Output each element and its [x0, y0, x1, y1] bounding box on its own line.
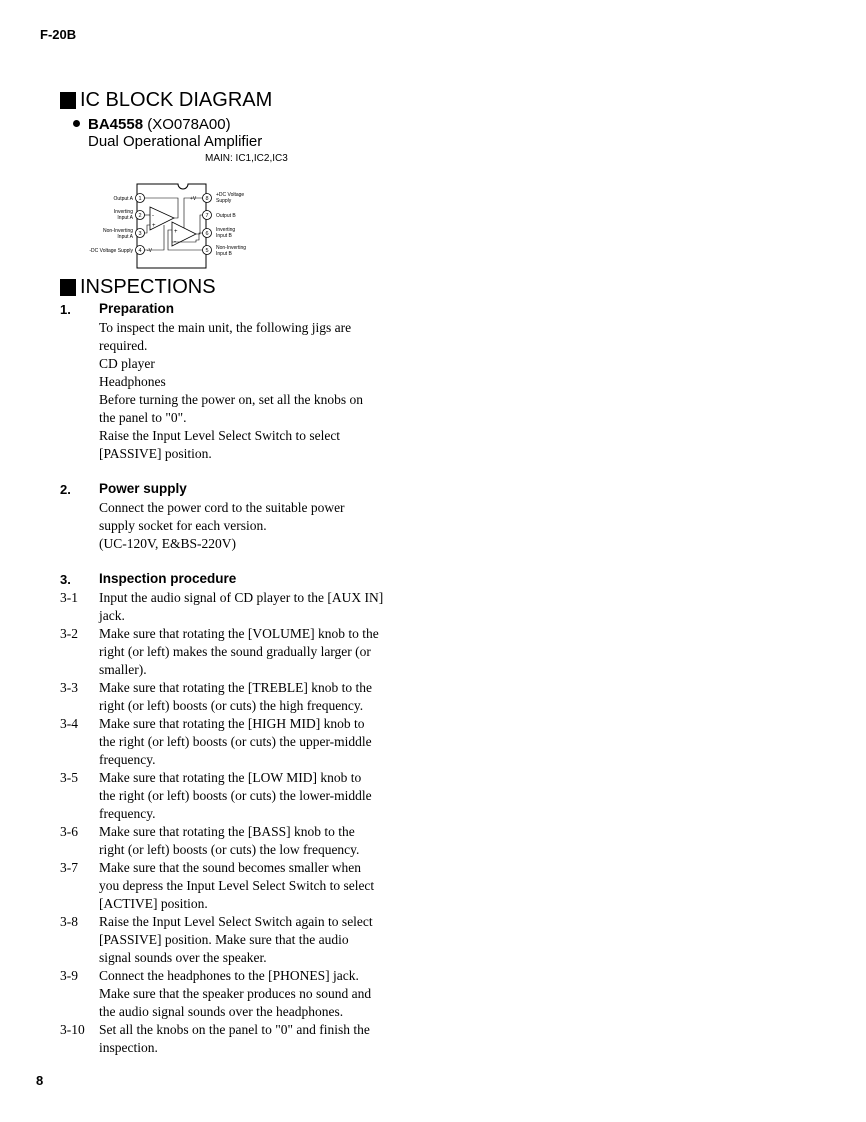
label-inverting-a-1: Inverting: [113, 209, 133, 215]
svg-text:+: +: [152, 223, 156, 229]
ic-heading-text: IC BLOCK DIAGRAM: [80, 89, 273, 111]
step-number: 3-6: [60, 824, 78, 839]
text-line: supply socket for each version.: [99, 518, 267, 533]
svg-text:7: 7: [205, 213, 209, 219]
text-line: Connect the power cord to the suitable power: [99, 500, 345, 515]
label-pos-supply-1: +DC Voltage: [216, 192, 245, 198]
vplus-label: +V: [190, 196, 197, 202]
text-line: Make sure that rotating the [TREBLE] knob to the: [99, 680, 372, 695]
text-line: Set all the knobs on the panel to "0" and finish the: [99, 1022, 370, 1037]
label-inverting-b-1: Inverting: [216, 227, 236, 233]
step-number: 3-7: [60, 860, 78, 875]
text-line: inspection.: [99, 1040, 158, 1055]
text-line: [PASSIVE] position. Make sure that the audio: [99, 932, 349, 947]
pin-3: [136, 229, 145, 238]
text-line: Make sure that rotating the [HIGH MID] knob to: [99, 716, 365, 731]
text-line: Make sure that the sound becomes smaller when: [99, 860, 362, 875]
pin-2: [136, 211, 145, 220]
text-line: the right (or left) boosts (or cuts) the lower-middle: [99, 788, 372, 803]
ic-block-diagram: [70, 180, 270, 272]
text-line: Connect the headphones to the [PHONES] jack.: [99, 968, 359, 983]
step-text: [99, 625, 409, 679]
section-2-title: Power supply: [99, 481, 187, 496]
text-line: right (or left) boosts (or cuts) the low frequency.: [99, 842, 360, 857]
text-line: [PASSIVE] position.: [99, 446, 212, 461]
text-line: Input the audio signal of CD player to the [AUX IN]: [99, 590, 384, 605]
svg-text:1: 1: [138, 196, 142, 202]
step-number: 3-5: [60, 770, 78, 785]
text-line: Raise the Input Level Select Switch again to select: [99, 914, 373, 929]
svg-text:-: -: [152, 213, 154, 219]
step-text: [99, 679, 409, 715]
step-text: [99, 1021, 409, 1057]
svg-text:6: 6: [205, 231, 209, 237]
label-output-a: Output A: [113, 196, 133, 202]
step-text: [99, 859, 409, 913]
section-1-body: [99, 319, 419, 463]
pin-5: [203, 246, 212, 255]
pin-7: [203, 211, 212, 220]
step-number: 3-9: [60, 968, 78, 983]
label-inverting-b-2: Input B: [216, 233, 232, 239]
text-line: the audio signal sounds over the headphones.: [99, 1004, 344, 1019]
label-noninv-b-2: Input B: [216, 251, 232, 257]
step-number: 3-3: [60, 680, 78, 695]
step-text: [99, 967, 409, 1021]
ic-block-diagram-heading: [60, 89, 272, 112]
chip-main-ics: MAIN: IC1,IC2,IC3: [205, 153, 288, 164]
step-number: 3-1: [60, 590, 78, 605]
step-text: [99, 715, 409, 769]
chip-description: Dual Operational Amplifier: [88, 133, 263, 150]
pin-1: [136, 194, 145, 203]
label-noninv-b-1: Non-Inverting: [216, 245, 247, 251]
op-amp-b-symbol: [168, 198, 203, 250]
text-line: frequency.: [99, 752, 156, 767]
section-2-number: 2.: [60, 482, 71, 497]
text-line: [ACTIVE] position.: [99, 896, 208, 911]
svg-text:-: -: [174, 239, 176, 245]
label-neg-supply: -DC Voltage Supply: [89, 248, 133, 254]
text-line: Make sure that rotating the [BASS] knob to the: [99, 824, 355, 839]
step-text: [99, 913, 409, 967]
bullet-icon: [73, 120, 80, 127]
inspections-heading: [60, 276, 216, 299]
text-line: CD player: [99, 356, 155, 371]
text-line: you depress the Input Level Select Switch to select: [99, 878, 375, 893]
step-number: 3-10: [60, 1022, 85, 1037]
chip-name: BA4558: [88, 116, 144, 133]
label-inverting-a-2: Input A: [117, 215, 133, 221]
svg-text:5: 5: [205, 248, 209, 254]
section-3-title: Inspection procedure: [99, 571, 237, 586]
step-number: 3-8: [60, 914, 78, 929]
text-line: the right (or left) boosts (or cuts) the upper-middle: [99, 734, 372, 749]
text-line: (UC-120V, E&BS-220V): [99, 536, 237, 551]
section-1-title: Preparation: [99, 301, 175, 316]
pin-8: [203, 194, 212, 203]
label-output-b: Output B: [216, 213, 236, 219]
svg-text:3: 3: [138, 231, 142, 237]
step-text: [99, 589, 409, 625]
text-line: Make sure that the speaker produces no sound and: [99, 986, 372, 1001]
pin-4: [136, 246, 145, 255]
section-1-number: 1.: [60, 302, 71, 317]
text-line: smaller).: [99, 662, 147, 677]
svg-text:4: 4: [138, 248, 142, 254]
text-line: required.: [99, 338, 148, 353]
step-text: [99, 769, 409, 823]
step-text: [99, 823, 409, 859]
text-line: right (or left) makes the sound gradually larger (or: [99, 644, 371, 659]
page-number: 8: [36, 1073, 44, 1088]
text-line: To inspect the main unit, the following jigs are: [99, 320, 352, 335]
step-number: 3-2: [60, 626, 78, 641]
section-3-number: 3.: [60, 572, 71, 587]
text-line: frequency.: [99, 806, 156, 821]
model-number: F-20B: [40, 27, 77, 42]
svg-text:2: 2: [138, 213, 142, 219]
text-line: Raise the Input Level Select Switch to select: [99, 428, 341, 443]
section-square-icon: [60, 279, 76, 296]
chip-title: [73, 116, 231, 133]
step-number: 3-4: [60, 716, 78, 731]
text-line: right (or left) boosts (or cuts) the high frequency.: [99, 698, 364, 713]
text-line: Headphones: [99, 374, 166, 389]
inspections-heading-text: INSPECTIONS: [80, 276, 216, 298]
pin-6: [203, 229, 212, 238]
label-noninv-a-2: Input A: [117, 234, 133, 240]
chip-code: (XO078A00): [147, 116, 231, 133]
text-line: jack.: [99, 608, 125, 623]
svg-text:+: +: [174, 229, 178, 235]
text-line: signal sounds over the speaker.: [99, 950, 267, 965]
text-line: Make sure that rotating the [LOW MID] knob to: [99, 770, 362, 785]
svg-text:8: 8: [205, 196, 209, 202]
section-2-body: [99, 499, 419, 553]
label-pos-supply-2: Supply: [216, 198, 232, 204]
label-noninv-a-1: Non-Inverting: [102, 228, 133, 234]
text-line: Before turning the power on, set all the knobs on: [99, 392, 363, 407]
vminus-label: -V: [147, 248, 152, 254]
text-line: the panel to "0".: [99, 410, 187, 425]
text-line: Make sure that rotating the [VOLUME] knob to the: [99, 626, 379, 641]
section-square-icon: [60, 92, 76, 109]
